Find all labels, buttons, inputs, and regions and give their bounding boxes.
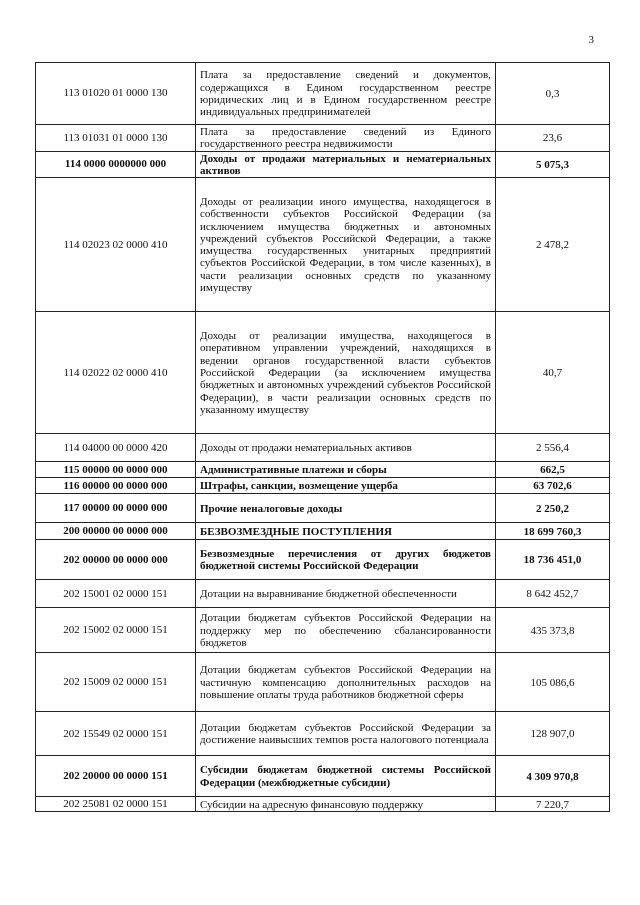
row-code-cell: 202 00000 00 0000 000 <box>36 540 196 580</box>
row-name-cell: Доходы от продажи нематериальных активов <box>196 434 496 462</box>
table-row <box>36 523 610 540</box>
row-code-cell: 115 00000 00 0000 000 <box>36 462 196 478</box>
row-code-cell: 202 15002 02 0000 151 <box>36 608 196 653</box>
revenue-table-body <box>36 63 610 812</box>
row-code-cell: 202 25081 02 0000 151 <box>36 797 196 812</box>
row-name-cell: Плата за предоставление сведений из Единого государственного реестра недвижимости <box>196 125 496 152</box>
row-code-cell: 114 04000 00 0000 420 <box>36 434 196 462</box>
row-code-cell: 114 0000 0000000 000 <box>36 151 196 178</box>
table-row <box>36 653 610 712</box>
row-code-cell: 202 15549 02 0000 151 <box>36 712 196 756</box>
table-row <box>36 151 610 178</box>
row-name-cell: Прочие неналоговые доходы <box>196 494 496 523</box>
row-code-cell: 202 15009 02 0000 151 <box>36 653 196 712</box>
row-code-cell: 117 00000 00 0000 000 <box>36 494 196 523</box>
row-code-cell: 116 00000 00 0000 000 <box>36 478 196 494</box>
table-row <box>36 478 610 494</box>
row-code-cell: 114 02022 02 0000 410 <box>36 312 196 434</box>
table-row <box>36 434 610 462</box>
row-amount-cell: 435 373,8 <box>496 608 610 653</box>
row-name-cell: Дотации бюджетам субъектов Российской Федерации на частичную компенсацию дополнительных расходов на повышение оплаты труда работников бюджетной сферы <box>196 653 496 712</box>
table-row <box>36 608 610 653</box>
row-name-cell: Дотации бюджетам субъектов Российской Федерации за достижение наивысших темпов роста налогового потенциала <box>196 712 496 756</box>
row-name-cell: Субсидии на адресную финансовую поддержку <box>196 797 496 812</box>
table-row <box>36 63 610 125</box>
row-name-cell: Административные платежи и сборы <box>196 462 496 478</box>
row-name-cell: Дотации на выравнивание бюджетной обеспеченности <box>196 580 496 608</box>
table-row <box>36 797 610 812</box>
row-amount-cell: 0,3 <box>496 63 610 125</box>
table-row <box>36 125 610 152</box>
page-number: 3 <box>588 34 594 46</box>
row-code-cell: 114 02023 02 0000 410 <box>36 178 196 312</box>
row-name-cell: Дотации бюджетам субъектов Российской Федерации на поддержку мер по обеспечению сбалансированности бюджетов <box>196 608 496 653</box>
row-name-cell: Доходы от реализации иного имущества, находящегося в собственности субъектов Российской Федерации (за исключением имущества бюджетных и автономных учреждений субъектов Российской Федерации, а также имущества государственных унитарных предприятий субъектов Российской Федерации, в том числе казенных), в части реализации основных средств по указанному имуществу <box>196 178 496 312</box>
row-code-cell: 200 00000 00 0000 000 <box>36 523 196 540</box>
table-row <box>36 178 610 312</box>
row-code-cell: 113 01031 01 0000 130 <box>36 125 196 152</box>
row-amount-cell: 18 736 451,0 <box>496 540 610 580</box>
table-row <box>36 540 610 580</box>
row-amount-cell: 2 556,4 <box>496 434 610 462</box>
row-amount-cell: 4 309 970,8 <box>496 756 610 797</box>
row-name-cell: Плата за предоставление сведений и документов, содержащихся в Едином государственном реестре юридических лиц и в Едином государственном реестре индивидуальных предпринимателей <box>196 63 496 125</box>
row-amount-cell: 105 086,6 <box>496 653 610 712</box>
row-amount-cell: 63 702,6 <box>496 478 610 494</box>
row-amount-cell: 23,6 <box>496 125 610 152</box>
table-row <box>36 580 610 608</box>
row-amount-cell: 2 478,2 <box>496 178 610 312</box>
row-code-cell: 113 01020 01 0000 130 <box>36 63 196 125</box>
row-name-cell: БЕЗВОЗМЕЗДНЫЕ ПОСТУПЛЕНИЯ <box>196 523 496 540</box>
table-row <box>36 494 610 523</box>
table-row <box>36 712 610 756</box>
row-amount-cell: 2 250,2 <box>496 494 610 523</box>
row-name-cell: Субсидии бюджетам бюджетной системы Российской Федерации (межбюджетные субсидии) <box>196 756 496 797</box>
revenue-table <box>35 62 610 812</box>
table-row <box>36 312 610 434</box>
row-name-cell: Штрафы, санкции, возмещение ущерба <box>196 478 496 494</box>
row-amount-cell: 18 699 760,3 <box>496 523 610 540</box>
row-amount-cell: 128 907,0 <box>496 712 610 756</box>
table-row <box>36 462 610 478</box>
row-amount-cell: 8 642 452,7 <box>496 580 610 608</box>
row-name-cell: Доходы от реализации имущества, находящегося в оперативном управлении учреждений, находящихся в ведении органов государственной власти субъектов Российской Федерации (за исключением имущества бюджетных и автономных учреждений субъектов Российской Федерации), в части реализации основных средств по указанному имуществу <box>196 312 496 434</box>
row-code-cell: 202 15001 02 0000 151 <box>36 580 196 608</box>
row-name-cell: Доходы от продажи материальных и нематериальных активов <box>196 151 496 178</box>
row-code-cell: 202 20000 00 0000 151 <box>36 756 196 797</box>
row-amount-cell: 5 075,3 <box>496 151 610 178</box>
row-amount-cell: 662,5 <box>496 462 610 478</box>
row-amount-cell: 40,7 <box>496 312 610 434</box>
table-row <box>36 756 610 797</box>
row-amount-cell: 7 220,7 <box>496 797 610 812</box>
row-name-cell: Безвозмездные перечисления от других бюджетов бюджетной системы Российской Федерации <box>196 540 496 580</box>
